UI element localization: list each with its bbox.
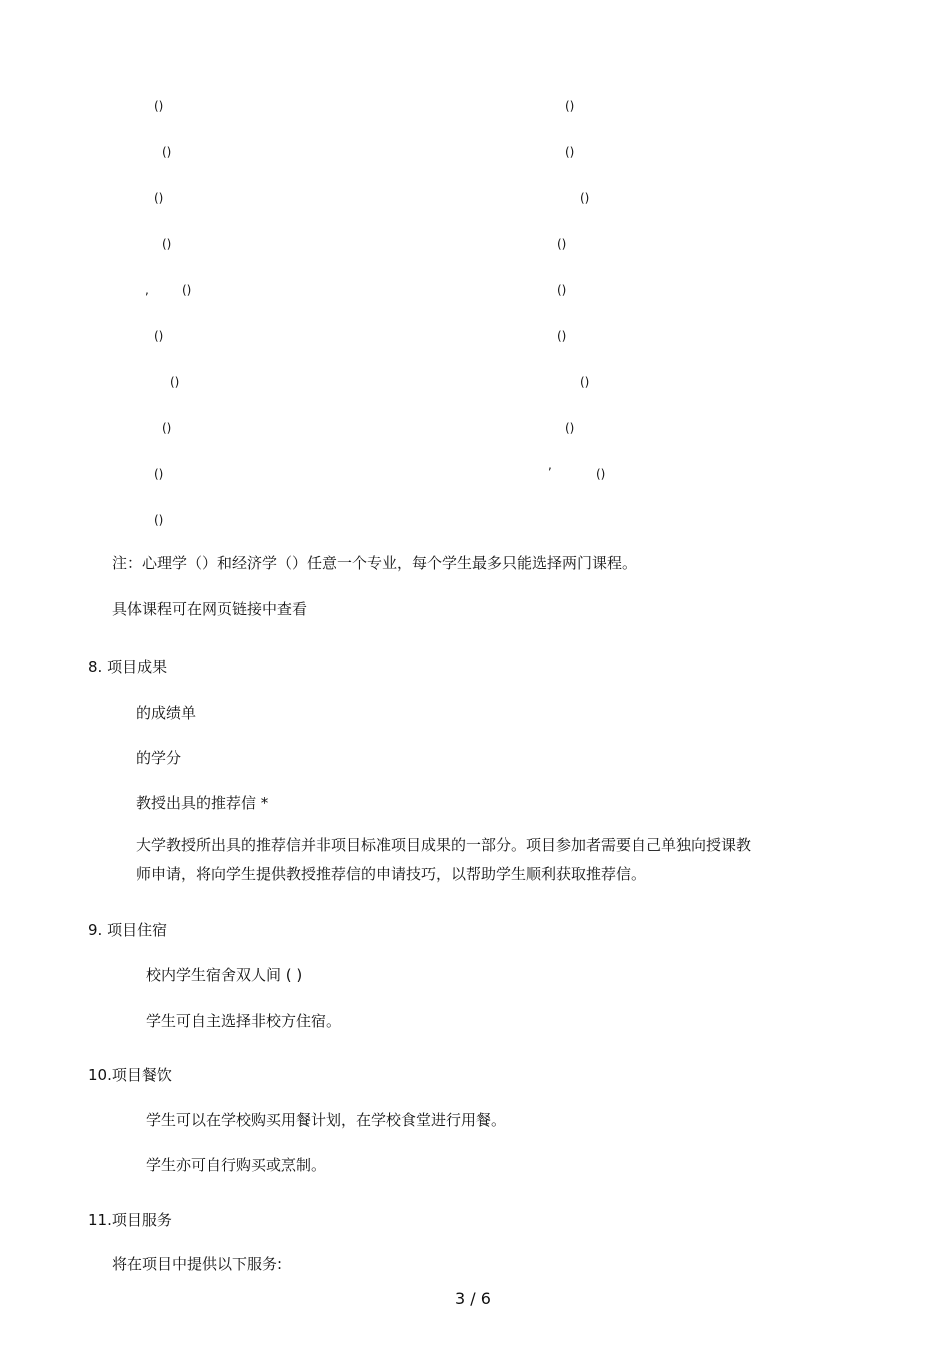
section-heading: 8. 项目成果 <box>88 658 168 676</box>
course-note: 注：心理学（）和经济学（）任意一个专业，每个学生最多只能选择两门课程。 <box>112 554 638 572</box>
list-item: 教授出具的推荐信 * <box>136 794 269 812</box>
course-mark-right: () <box>580 375 590 389</box>
course-mark-right: () <box>557 329 567 343</box>
course-mark-right: () <box>565 99 575 113</box>
list-item: 校内学生宿舍双人间 ( ) <box>146 966 303 984</box>
section-heading: 11.项目服务 <box>88 1211 172 1229</box>
course-mark-left: () <box>170 375 180 389</box>
course-mark-left: () <box>154 99 164 113</box>
section-heading: 9. 项目住宿 <box>88 921 168 939</box>
paragraph-line: 师申请，将向学生提供教授推荐信的申请技巧，以帮助学生顺利获取推荐信。 <box>136 865 647 883</box>
course-mark-left: () <box>162 421 172 435</box>
section-heading: 10.项目餐饮 <box>88 1066 172 1084</box>
list-item: 的成绩单 <box>136 704 197 722</box>
course-mark-left: () <box>162 237 172 251</box>
course-mark-right: () <box>580 191 590 205</box>
course-mark-right: () <box>565 421 575 435</box>
course-mark-left: () <box>154 329 164 343</box>
course-mark-left: () <box>154 467 164 481</box>
course-link-text: 具体课程可在网页链接中查看 <box>112 600 308 618</box>
list-item: 学生可以在学校购买用餐计划，在学校食堂进行用餐。 <box>146 1111 507 1129</box>
course-mark-left: () <box>162 145 172 159</box>
course-mark-right: () <box>596 467 606 481</box>
course-mark-left: () <box>182 283 192 297</box>
course-mark-left: () <box>154 513 164 527</box>
course-mark-right: () <box>557 237 567 251</box>
paragraph-line: 大学教授所出具的推荐信并非项目标准项目成果的一部分。项目参加者需要自己单独向授课教 <box>136 836 752 854</box>
list-item: 的学分 <box>136 749 182 767</box>
list-item: 学生亦可自行购买或烹制。 <box>146 1156 327 1174</box>
course-mark-right: () <box>565 145 575 159</box>
course-mark-right: , <box>548 458 552 472</box>
section-intro: 将在项目中提供以下服务: <box>112 1255 283 1273</box>
course-mark-right: () <box>557 283 567 297</box>
page-number: 3 / 6 <box>455 1289 491 1308</box>
course-mark-left: , <box>145 283 149 297</box>
course-mark-left: () <box>154 191 164 205</box>
list-item: 学生可自主选择非校方住宿。 <box>146 1012 342 1030</box>
